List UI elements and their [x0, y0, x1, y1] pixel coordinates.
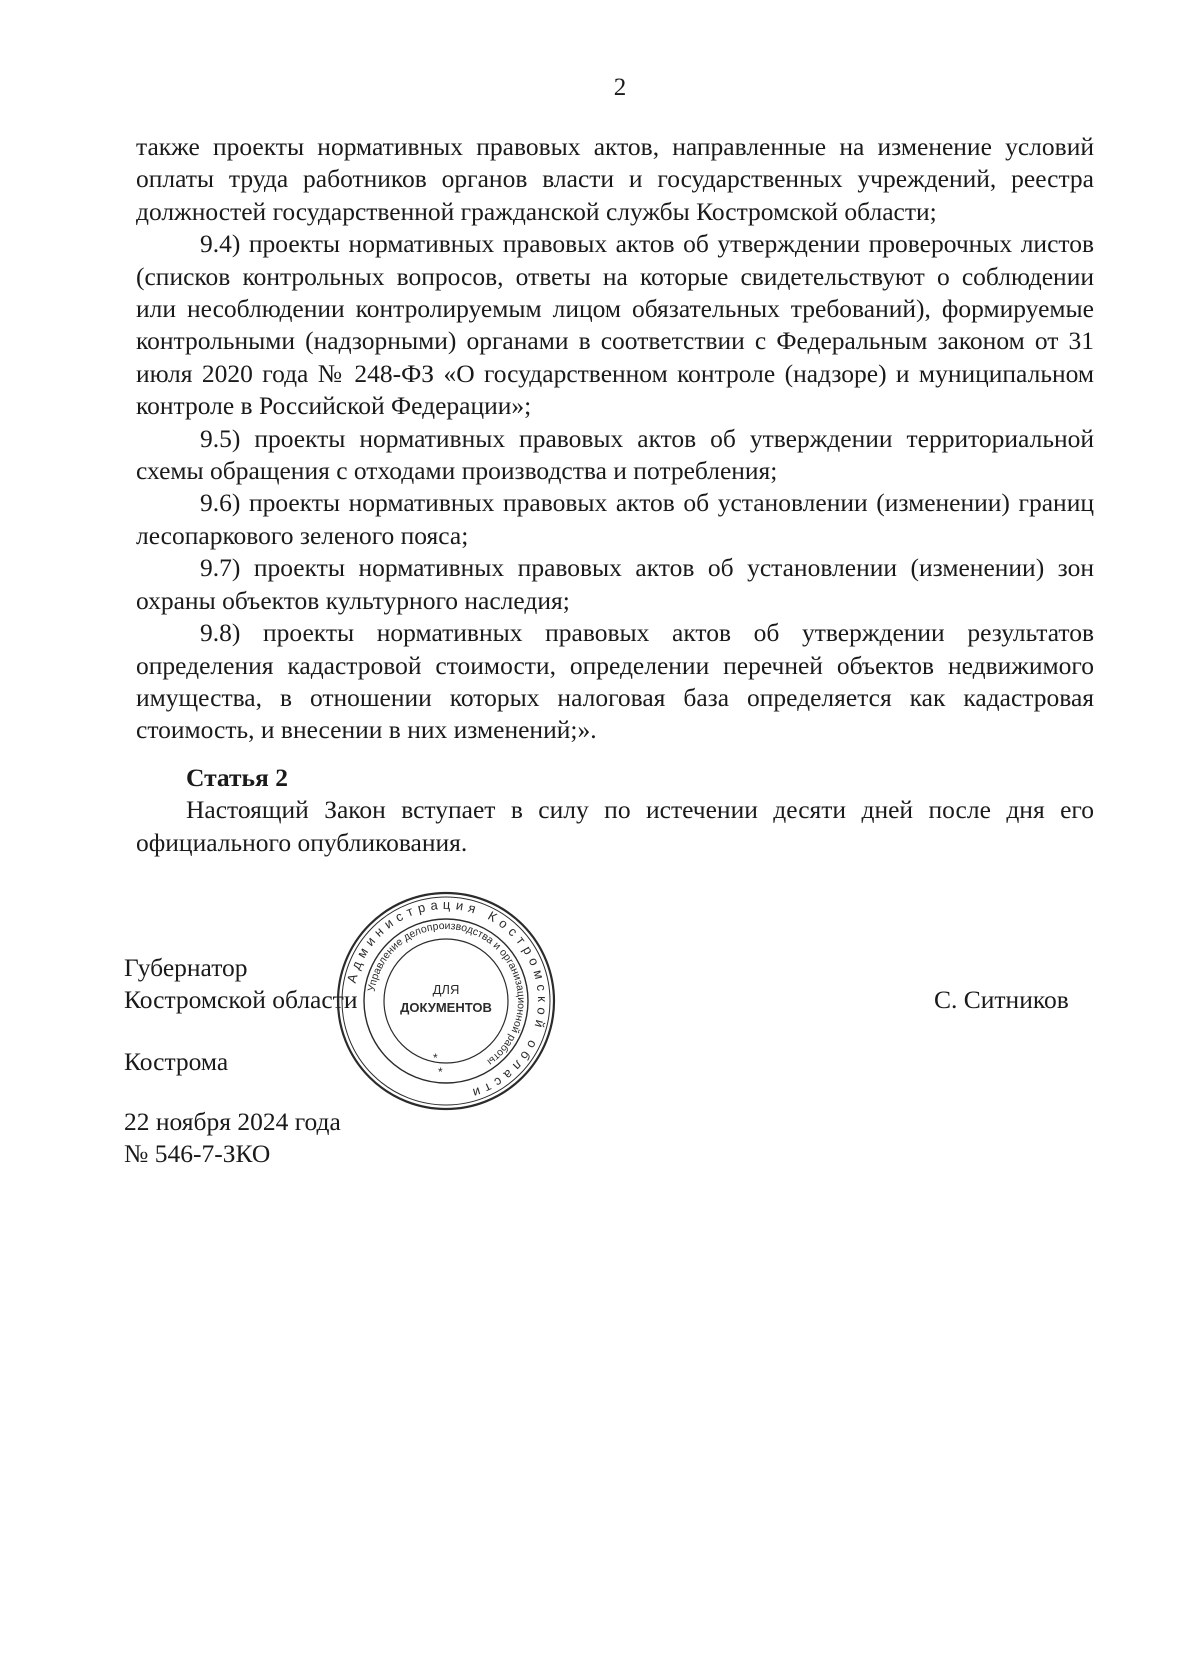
page-number: 2 — [613, 74, 627, 101]
document-date: 22 ноября 2024 года — [124, 1107, 341, 1136]
seal-center-line1: ДЛЯ — [432, 982, 460, 997]
article-text: Настоящий Закон вступает в силу по истечении десяти дней после дня его официального опубликования. — [136, 795, 1094, 857]
document-body — [136, 131, 1094, 747]
official-seal — [335, 890, 557, 1112]
seal-graphic — [335, 890, 557, 1112]
paragraph-item-9-6: 9.6) проекты нормативных правовых актов об установлении (изменении) границ лесопаркового зеленого пояса; — [136, 488, 1094, 550]
seal-star-icon: * — [438, 1065, 443, 1079]
article-heading: Статья 2 — [186, 763, 288, 792]
paragraph-item-9-4: 9.4) проекты нормативных правовых актов об утверждении проверочных листов (списков контрольных вопросов, ответы на которые свидетельствуют о соблюдении или несоблюдении контролируемым лицом обязательных требований), формируемые контрольными (надзорными) органами в соответствии с Федеральным законом от 31 июля 2020 года № 248-ФЗ «О государственном контроле (надзоре) и муниципальном контроле в Российской Федерации»; — [136, 229, 1094, 421]
seal-inner-text: Управление делопроизводства и организационной работы — [365, 919, 528, 1068]
paragraph-continuation: также проекты нормативных правовых актов, направленные на изменение условий оплаты труда работников органов власти и государственных учреждений, реестра должностей государственной гражданской службы Костромской области; — [136, 132, 1094, 226]
paragraph-item-9-8: 9.8) проекты нормативных правовых актов об утверждении результатов определения кадастровой стоимости, определении перечней объектов недвижимого имущества, в отношении которых налоговая база определяется как кадастровая стоимость, и внесении в них изменений;». — [136, 618, 1094, 745]
signer-name: С. Ситников — [934, 985, 1069, 1014]
article-2 — [136, 762, 1094, 859]
city-name: Кострома — [124, 1047, 229, 1076]
governor-title — [124, 952, 357, 1016]
seal-star-icon: * — [433, 1051, 438, 1065]
paragraph-item-9-5: 9.5) проекты нормативных правовых актов об утверждении территориальной схемы обращения с отходами производства и потребления; — [136, 423, 1094, 486]
governor-title-line2: Костромской области — [124, 985, 358, 1014]
seal-outer-text: Администрация Костромской области — [343, 896, 551, 1103]
governor-title-line1: Губернатор — [124, 953, 248, 982]
paragraph-item-9-7: 9.7) проекты нормативных правовых актов об установлении (изменении) зон охраны объектов культурного наследия; — [136, 553, 1094, 615]
seal-center-line2: ДОКУМЕНТОВ — [400, 1000, 492, 1015]
document-number: № 546-7-ЗКО — [124, 1139, 271, 1168]
